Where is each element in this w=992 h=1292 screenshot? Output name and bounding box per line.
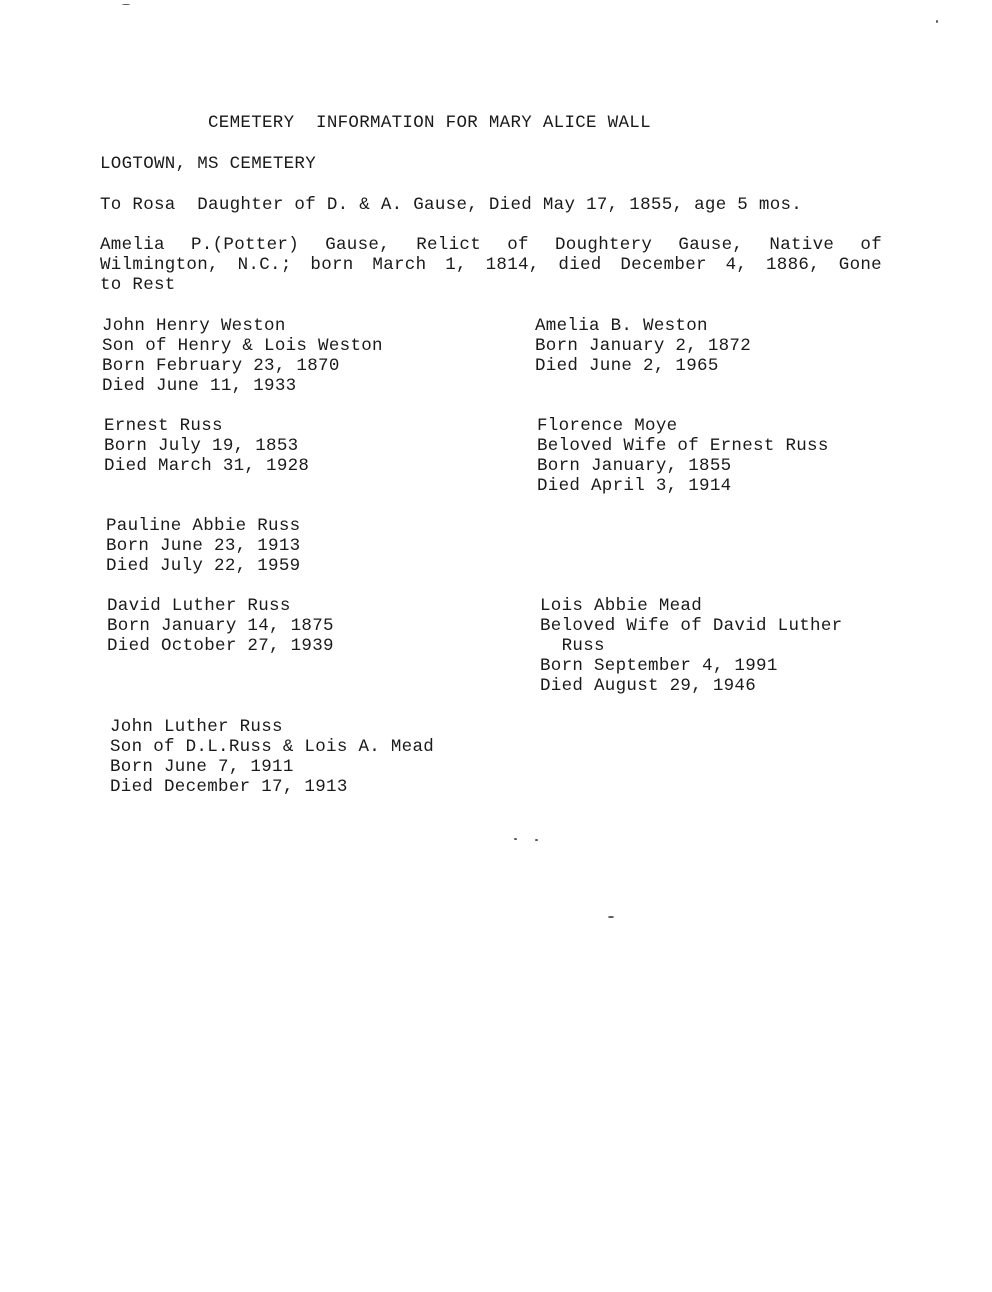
entry-line: to Rest — [100, 275, 176, 295]
ernest-russ-entry — [104, 416, 309, 476]
lois-abbie-mead-entry — [540, 596, 842, 696]
entry-line: Died October 27, 1939 — [107, 636, 334, 656]
entry-line: Amelia P.(Potter) Gause, Relict of Doughtery Gause, Native of — [100, 235, 882, 255]
entry-line: Born June 7, 1911 — [110, 757, 294, 777]
david-luther-russ-entry — [107, 596, 334, 656]
entry-line: Russ — [540, 636, 605, 656]
entry-line: Born September 4, 1991 — [540, 656, 778, 676]
entry-line: Wilmington, N.C.; born March 1, 1814, died December 4, 1886, Gone — [100, 255, 882, 275]
entry-line: Pauline Abbie Russ — [106, 516, 301, 536]
entry-line: John Luther Russ — [110, 717, 283, 737]
entry-line: Ernest Russ — [104, 416, 223, 436]
entry-line: Died March 31, 1928 — [104, 456, 310, 476]
entry-line: Died August 29, 1946 — [540, 676, 757, 696]
john-luther-russ-entry — [110, 717, 434, 797]
scan-speck — [936, 20, 938, 23]
scan-speck — [535, 839, 538, 841]
entry-line: Son of D.L.Russ & Lois A. Mead — [110, 737, 435, 757]
entry-line: Died July 22, 1959 — [106, 556, 301, 576]
entry-line: Amelia B. Weston — [535, 316, 708, 336]
amelia-p-gause-entry — [100, 235, 882, 295]
john-henry-weston-entry — [102, 316, 383, 396]
scan-speck — [608, 916, 614, 918]
florence-moye-entry — [537, 416, 829, 496]
scan-speck — [514, 838, 517, 840]
page-title: CEMETERY INFORMATION FOR MARY ALICE WALL — [208, 113, 651, 133]
rosa-gause-entry: To Rosa Daughter of D. & A. Gause, Died May 17, 1855, age 5 mos. — [100, 195, 803, 215]
entry-line: Born January 14, 1875 — [107, 616, 334, 636]
entry-line: Born June 23, 1913 — [106, 536, 301, 556]
entry-line: David Luther Russ — [107, 596, 291, 616]
entry-line: Beloved Wife of David Luther — [540, 616, 843, 636]
entry-line: Born February 23, 1870 — [102, 356, 340, 376]
entry-line: John Henry Weston — [102, 316, 286, 336]
entry-line: Died December 17, 1913 — [110, 777, 348, 797]
entry-line: Lois Abbie Mead — [540, 596, 703, 616]
entry-line: Son of Henry & Lois Weston — [102, 336, 383, 356]
entry-line: Died June 11, 1933 — [102, 376, 297, 396]
entry-line: Died June 2, 1965 — [535, 356, 719, 376]
entry-line: Died April 3, 1914 — [537, 476, 732, 496]
pauline-abbie-russ-entry — [106, 516, 300, 576]
entry-line: Born July 19, 1853 — [104, 436, 299, 456]
entry-line: Florence Moye — [537, 416, 678, 436]
scan-speck — [122, 4, 130, 5]
entry-line: Born January 2, 1872 — [535, 336, 752, 356]
cemetery-name: LOGTOWN, MS CEMETERY — [100, 154, 317, 174]
entry-line: Born January, 1855 — [537, 456, 732, 476]
entry-line: Beloved Wife of Ernest Russ — [537, 436, 829, 456]
amelia-b-weston-entry — [535, 316, 751, 376]
